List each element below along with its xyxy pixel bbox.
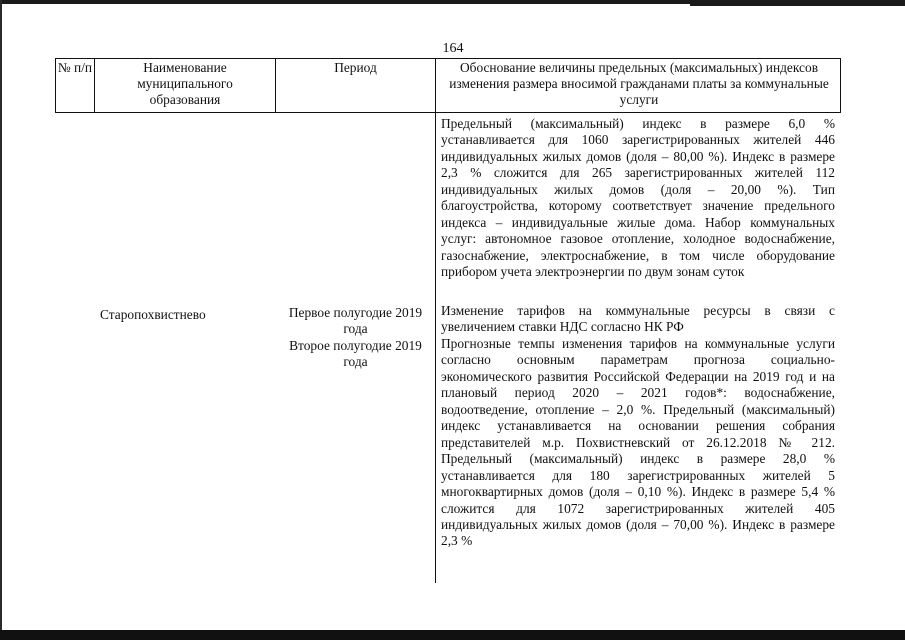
justification-paragraph-3: Прогнозные темпы изменения тарифов на коммунальные услуги согласно основным параметрам прогноза социально-экономического развития Российской Федерации на 2019 год и на плановый период 2020 – 2021 годов*: водоснабжение, водоотведение, отопление – 2,0 %. Предельный (максимальный) индекс устанавливается на основании решения собрания представителей м.р. Похвистневский от 26.12.2018 № 212. Предельный (максимальный) индекс в размере 28,0 % устанавливается для 180 зарегистрированных жителей 5 многоквартирных домов (доля – 0,10 %). Индекс в размере 5,4 % сложится для 1072 зарегистрированных жителей 405 индивидуальных жилых домов (доля – 70,00 %). Индекс в размере 2,3 % xyxy=(441,336,835,549)
header-num: № п/п xyxy=(57,60,93,75)
column-divider xyxy=(435,113,436,583)
header-period: Период xyxy=(334,60,377,75)
scan-edge-top-right xyxy=(690,4,905,6)
cell-municipality: Старопохвистнево xyxy=(100,307,206,322)
page-number: 164 xyxy=(442,41,464,56)
scan-edge-left xyxy=(0,0,2,640)
scan-edge-bottom xyxy=(0,630,905,640)
cell-period-second-half: Второе полугодие 2019 года xyxy=(289,338,422,370)
header-municipality: Наименование муниципального образования xyxy=(137,60,233,107)
justification-paragraph-1: Предельный (максимальный) индекс в размере 6,0 % устанавливается для 1060 зарегистрированных жителей 446 индивидуальных жилых домов (доля – 80,00 %). Индекс в размере 2,3 % сложится для 265 зарегистрированных жителей 112 индивидуальных жилых домов (доля – 20,00 %). Тип благоустройства, которому соответствует значение предельного индекса – индивидуальные жилые дома. Набор коммунальных услуг: автономное газовое отопление, холодное водоснабжение, газоснабжение, электроснабжение, в том числе оборудование прибором учета электроэнергии по двум зонам суток xyxy=(441,116,835,280)
cell-period-first-half: Первое полугодие 2019 года xyxy=(288,305,423,337)
header-justification: Обоснование величины предельных (максимальных) индексов изменения размера вносимой гражданами платы за коммунальные услуги xyxy=(449,60,829,107)
justification-paragraph-2: Изменение тарифов на коммунальные ресурсы в связи с увеличением ставки НДС согласно НК РФ xyxy=(441,303,835,335)
